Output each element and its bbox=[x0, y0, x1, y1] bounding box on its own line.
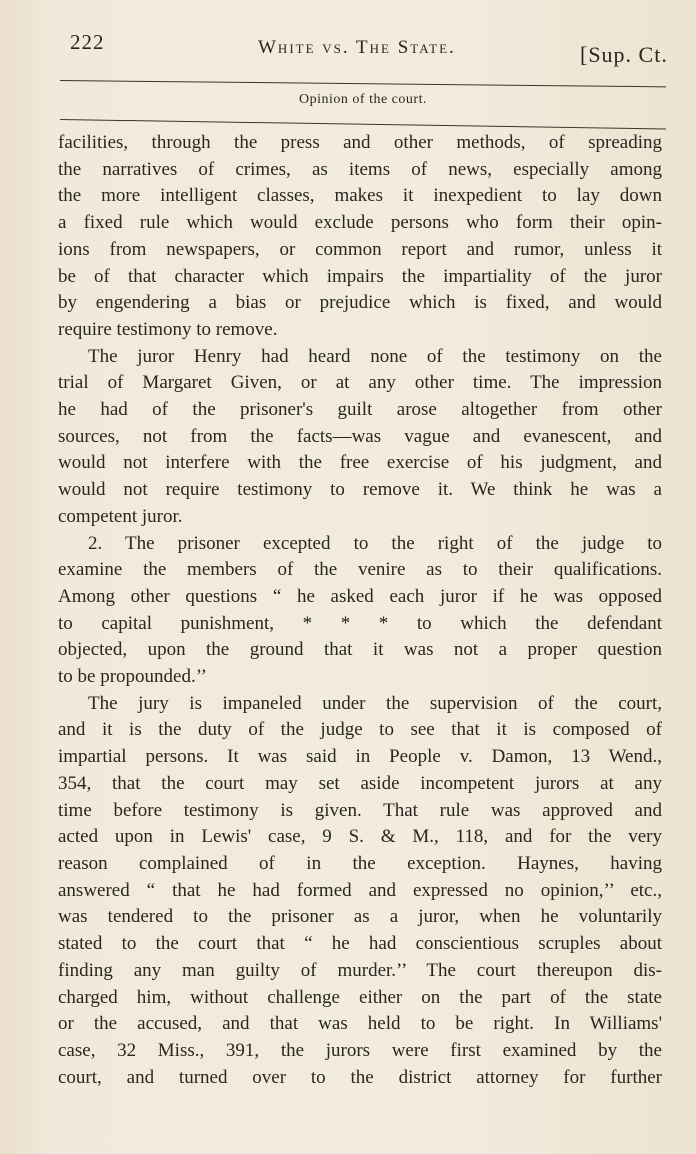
text-line: would not interfere with the free exercise of his judgment, and bbox=[58, 452, 662, 474]
text-line: ions from newspapers, or common report and rumor, unless it bbox=[58, 238, 662, 260]
text-line: court, and turned over to the district attorney for further bbox=[58, 1066, 662, 1088]
text-line: would not require testimony to remove it. We think he was a bbox=[58, 479, 662, 501]
text-line: to capital punishment, * * * to which the defendant bbox=[58, 612, 662, 634]
text-line: examine the members of the venire as to their qualifications. bbox=[58, 559, 662, 581]
text-line: impartial persons. It was said in People v. Damon, 13 Wend., bbox=[58, 746, 662, 768]
text-line: a fixed rule which would exclude persons who form their opin- bbox=[58, 212, 662, 234]
text-line: finding any man guilty of murder.’’ The court thereupon dis- bbox=[58, 959, 662, 981]
text-line: 2. The prisoner excepted to the right of the judge to bbox=[88, 532, 662, 554]
text-line: acted upon in Lewis' case, 9 S. & M., 118, and for the very bbox=[58, 826, 662, 848]
text-line: stated to the court that “ he had conscientious scruples about bbox=[58, 933, 662, 955]
text-line: objected, upon the ground that it was not a proper question bbox=[58, 639, 662, 661]
text-line: answered “ that he had formed and expressed no opinion,’’ etc., bbox=[58, 879, 662, 901]
running-title: White vs. The State. bbox=[258, 37, 456, 58]
text-line: competent juror. bbox=[58, 505, 183, 527]
text-line: the more intelligent classes, makes it inexpedient to lay down bbox=[58, 185, 662, 207]
section-heading: Opinion of the court. bbox=[299, 92, 427, 107]
text-line: require testimony to remove. bbox=[58, 318, 278, 340]
text-line: or the accused, and that was held to be right. In Williams' bbox=[58, 1013, 662, 1035]
text-line: charged him, without challenge either on the part of the state bbox=[58, 986, 662, 1008]
text-line: facilities, through the press and other methods, of spreading bbox=[58, 132, 662, 153]
text-line: reason complained of in the exception. Haynes, having bbox=[58, 852, 662, 874]
text-line: Among other questions “ he asked each juror if he was opposed bbox=[58, 585, 662, 607]
text-line: case, 32 Miss., 391, the jurors were first examined by the bbox=[58, 1039, 662, 1061]
text-line: 354, that the court may set aside incompetent jurors at any bbox=[58, 772, 662, 794]
court-tag: [Sup. Ct. bbox=[580, 42, 668, 67]
text-line: he had of the prisoner's guilt arose altogether from other bbox=[58, 399, 662, 421]
page-number: 222 bbox=[70, 30, 105, 54]
opinion-text bbox=[58, 130, 662, 1091]
text-line: sources, not from the facts—was vague and evanescent, and bbox=[58, 425, 662, 447]
text-line: time before testimony is given. That rule was approved and bbox=[58, 799, 662, 821]
text-line: by engendering a bias or prejudice which is fixed, and would bbox=[58, 292, 662, 314]
text-line: trial of Margaret Given, or at any other time. The impression bbox=[58, 372, 662, 394]
text-line: to be propounded.’’ bbox=[58, 666, 207, 688]
text-line: and it is the duty of the judge to see that it is composed of bbox=[58, 719, 662, 741]
text-line: The juror Henry had heard none of the testimony on the bbox=[88, 345, 662, 367]
text-line: was tendered to the prisoner as a juror, when he voluntarily bbox=[58, 906, 662, 928]
text-line: The jury is impaneled under the supervision of the court, bbox=[88, 692, 662, 714]
text-line: the narratives of crimes, as items of news, especially among bbox=[58, 158, 662, 180]
header-rule-top bbox=[60, 80, 666, 87]
text-line: be of that character which impairs the impartiality of the juror bbox=[58, 265, 662, 287]
header-rule-bottom bbox=[60, 119, 666, 130]
